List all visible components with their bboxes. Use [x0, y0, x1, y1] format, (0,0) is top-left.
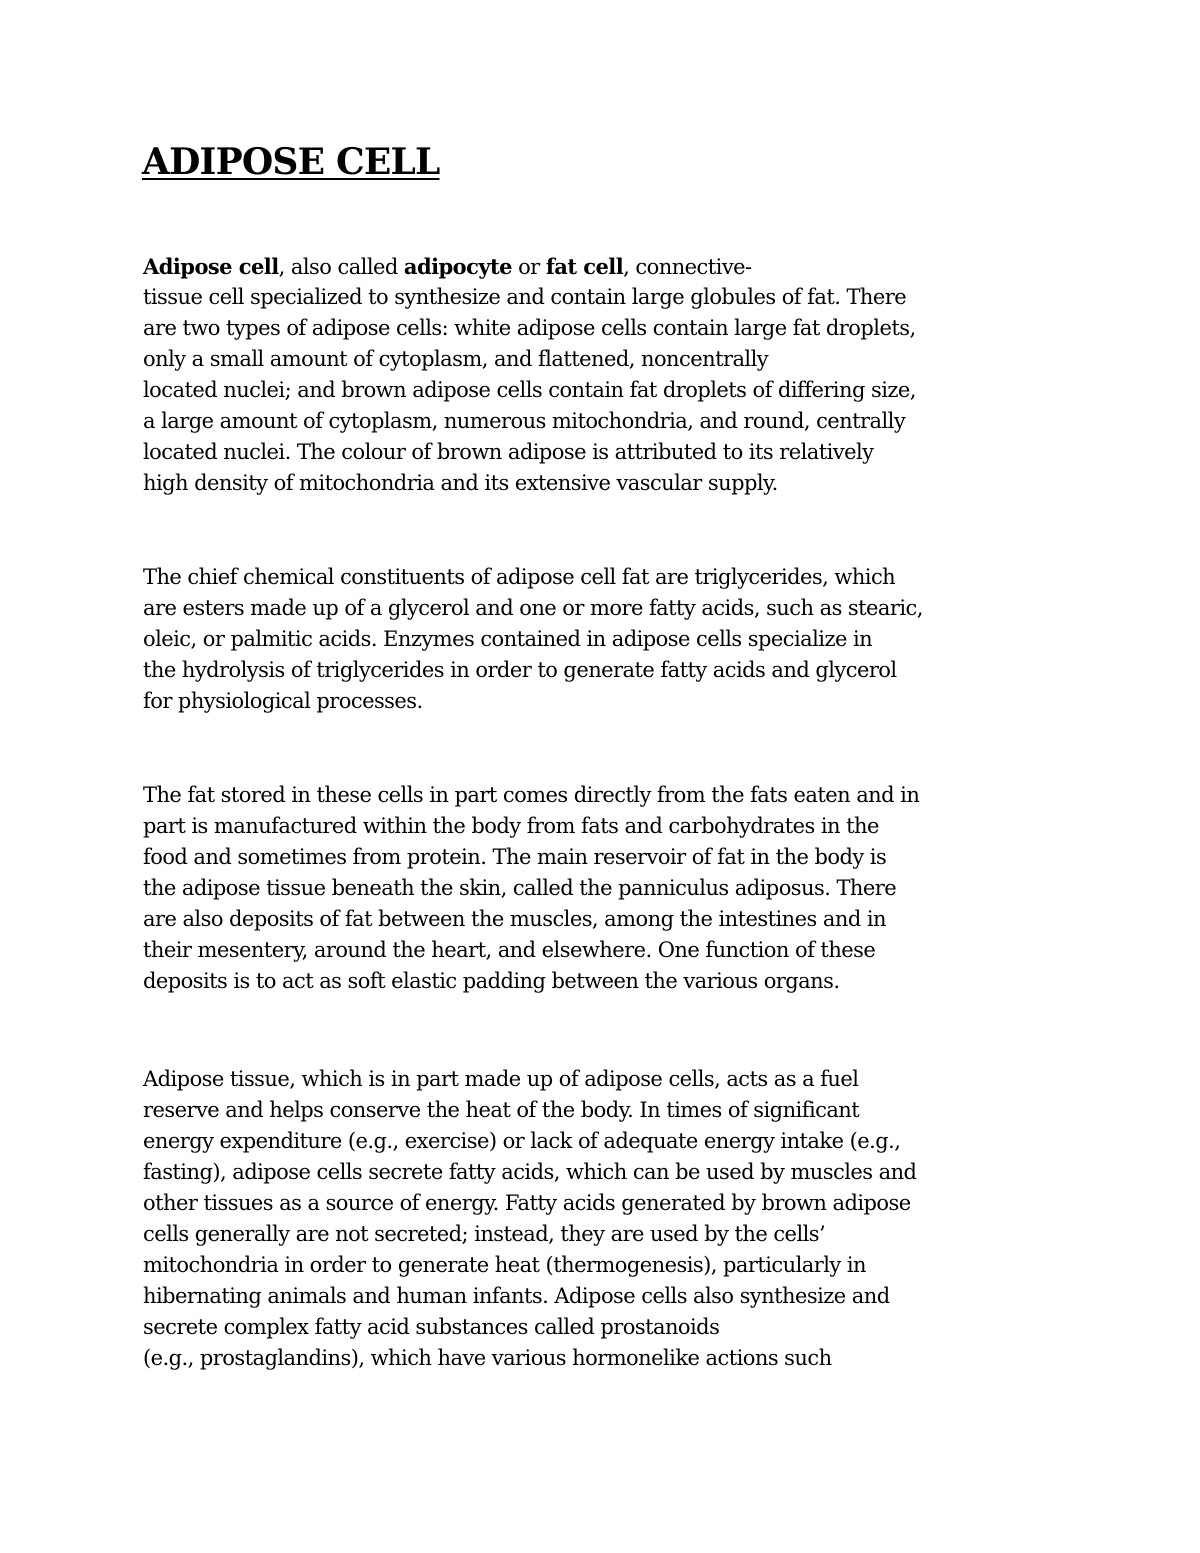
term-adipose-cell: Adipose cell	[143, 254, 279, 279]
paragraph-line: hibernating animals and human infants. Adipose cells also synthesize and	[143, 1284, 890, 1308]
text-run: , also called	[278, 255, 404, 279]
paragraph-line: located nuclei. The colour of brown adipose is attributed to its relatively	[143, 440, 874, 464]
paragraph-line: secrete complex fatty acid substances called prostanoids	[143, 1315, 720, 1339]
document-title: ADIPOSE CELL	[142, 141, 440, 183]
paragraph-line: fasting), adipose cells secrete fatty acids, which can be used by muscles and	[143, 1160, 917, 1184]
paragraph-line: deposits is to act as soft elastic padding between the various organs.	[143, 969, 840, 993]
paragraph-line: oleic, or palmitic acids. Enzymes contained in adipose cells specialize in	[143, 627, 873, 651]
paragraph-line: are esters made up of a glycerol and one or more fatty acids, such as stearic,	[143, 596, 923, 620]
paragraph-line: reserve and helps conserve the heat of the body. In times of significant	[143, 1098, 860, 1122]
paragraph-3	[143, 780, 919, 997]
paragraph-line: energy expenditure (e.g., exercise) or lack of adequate energy intake (e.g.,	[143, 1129, 901, 1153]
paragraph-line: high density of mitochondria and its extensive vascular supply.	[143, 471, 778, 495]
paragraph-line: a large amount of cytoplasm, numerous mitochondria, and round, centrally	[143, 409, 906, 433]
paragraph-2	[143, 562, 923, 717]
paragraph-line: are two types of adipose cells: white adipose cells contain large fat droplets,	[143, 316, 916, 340]
term-fat-cell: fat cell	[545, 254, 624, 279]
paragraph-line: part is manufactured within the body from fats and carbohydrates in the	[143, 814, 879, 838]
paragraph-4	[143, 1064, 916, 1374]
text-run: or	[511, 255, 546, 279]
paragraph-line	[143, 251, 916, 282]
paragraph-line: only a small amount of cytoplasm, and flattened, noncentrally	[143, 347, 769, 371]
paragraph-line: for physiological processes.	[143, 689, 423, 713]
paragraph-1	[143, 251, 916, 499]
paragraph-line: mitochondria in order to generate heat (thermogenesis), particularly in	[143, 1253, 866, 1277]
paragraph-line: The chief chemical constituents of adipose cell fat are triglycerides, which	[143, 565, 896, 589]
paragraph-line: their mesentery, around the heart, and elsewhere. One function of these	[143, 938, 876, 962]
paragraph-line: are also deposits of fat between the muscles, among the intestines and in	[143, 907, 886, 931]
paragraph-line: the adipose tissue beneath the skin, called the panniculus adiposus. There	[143, 876, 897, 900]
paragraph-line: cells generally are not secreted; instead, they are used by the cells’	[143, 1222, 826, 1246]
paragraph-line: the hydrolysis of triglycerides in order to generate fatty acids and glycerol	[143, 658, 897, 682]
term-adipocyte: adipocyte	[403, 254, 512, 279]
paragraph-line: Adipose tissue, which is in part made up of adipose cells, acts as a fuel	[143, 1067, 859, 1091]
text-run: , connective-	[623, 255, 752, 279]
paragraph-line: (e.g., prostaglandins), which have various hormonelike actions such	[143, 1346, 832, 1370]
paragraph-line: food and sometimes from protein. The main reservoir of fat in the body is	[143, 845, 887, 869]
paragraph-line: The fat stored in these cells in part comes directly from the fats eaten and in	[143, 783, 920, 807]
paragraph-line: tissue cell specialized to synthesize and contain large globules of fat. There	[143, 285, 907, 309]
paragraph-line: other tissues as a source of energy. Fatty acids generated by brown adipose	[143, 1191, 911, 1215]
paragraph-line: located nuclei; and brown adipose cells contain fat droplets of differing size,	[143, 378, 916, 402]
